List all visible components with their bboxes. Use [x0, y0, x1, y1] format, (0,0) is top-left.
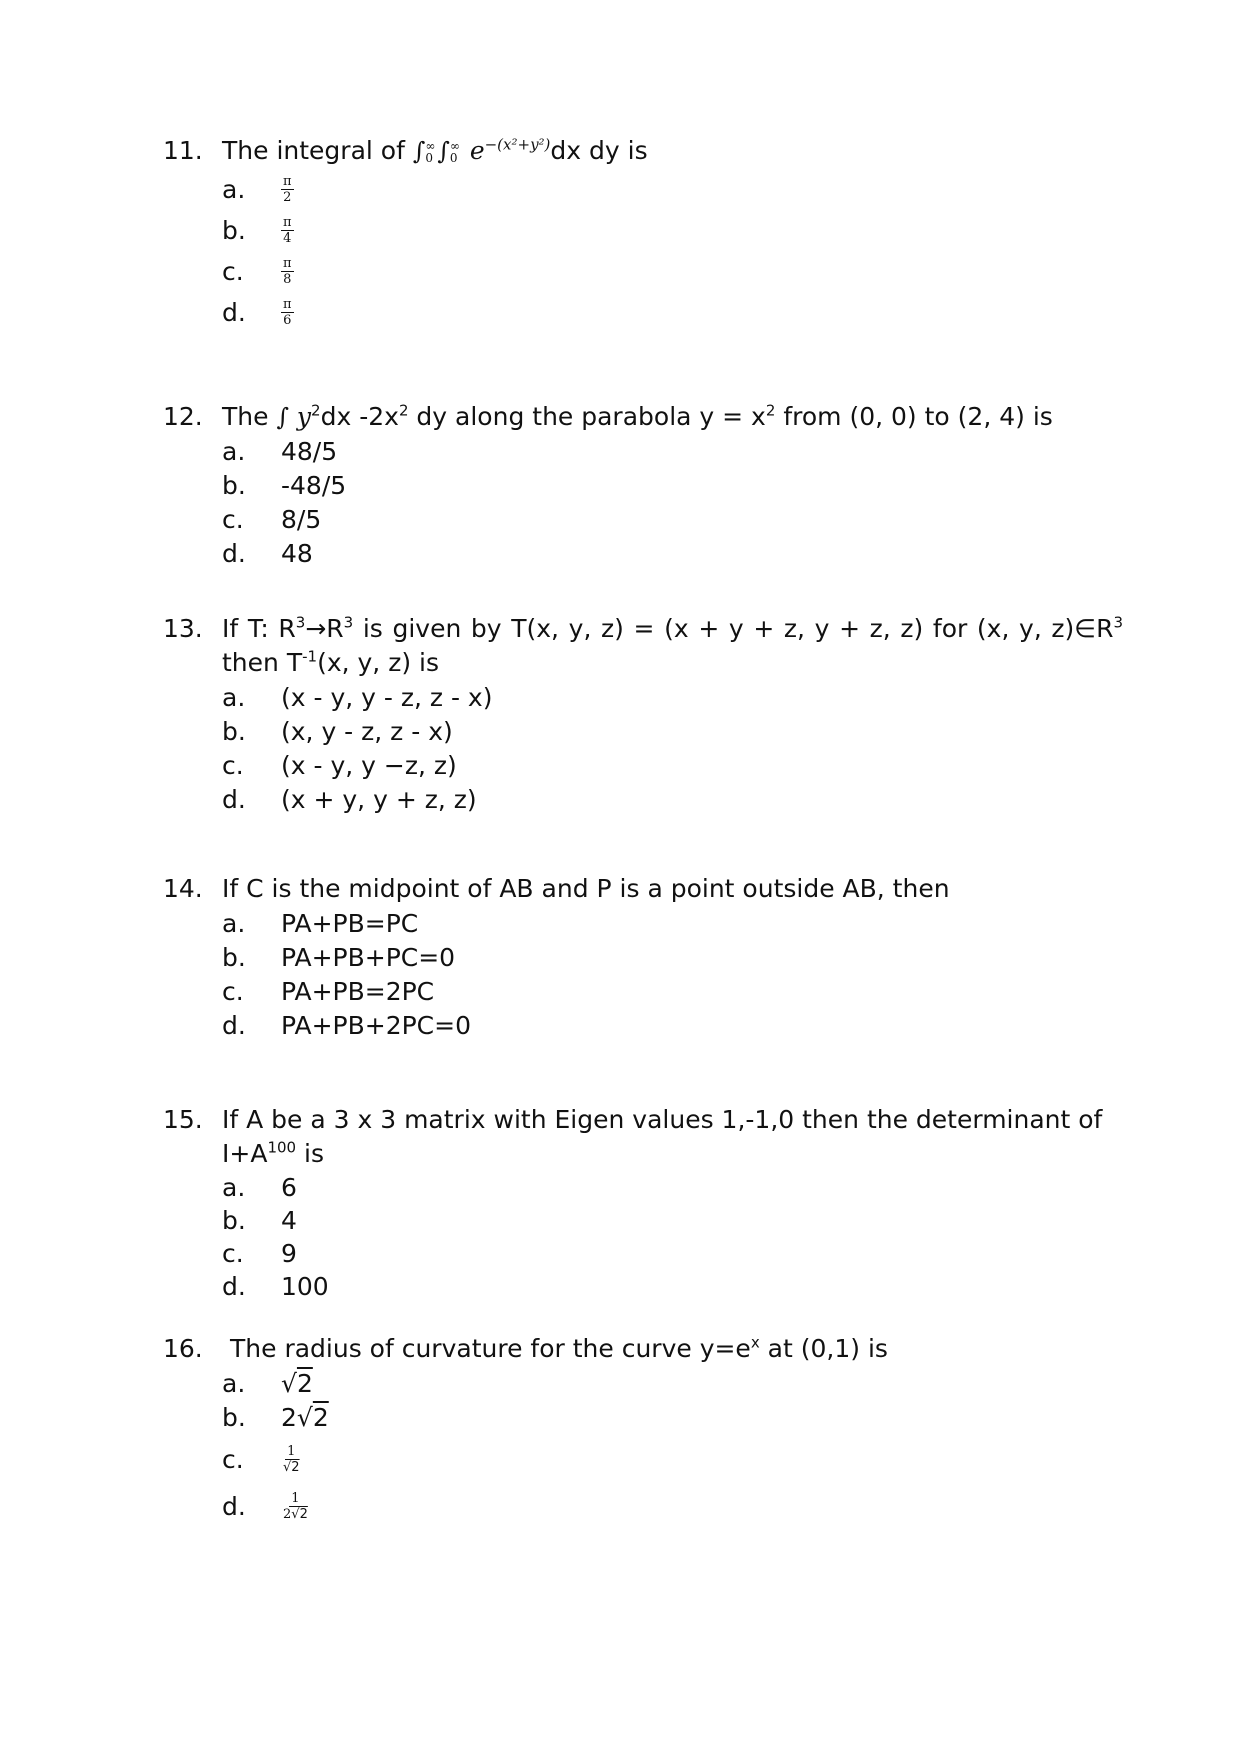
- fraction: $\frac{\pi}{6}$: [283, 296, 292, 328]
- option-d: d. PA+PB+2PC=0: [222, 1010, 471, 1040]
- option-d: d. 48: [222, 538, 313, 568]
- option-c: c. $\frac{\pi}{8}$: [222, 255, 292, 287]
- option-b: b. (x, y - z, z - x): [222, 716, 453, 746]
- question-number: 12.: [163, 402, 203, 431]
- question-12: [163, 400, 1123, 570]
- option-d: d. 100: [222, 1272, 329, 1301]
- question-stem: The ∫ $y^2dx$ $-2x^2$ dy along the parabola $y = x^2$ from (0, 0) to (2, 4) is: [222, 401, 1053, 431]
- option-c: c. 9: [222, 1239, 297, 1268]
- question-11: [163, 134, 1123, 329]
- fraction: $\frac{\pi}{4}$: [283, 214, 292, 246]
- option-b: b. 4: [222, 1206, 297, 1235]
- question-stem: The integral of ∫ ∞ 0 ∫ ∞ 0 $e^{-(x^2+y^2)}dx$ dy is: [222, 135, 648, 165]
- fraction: $\frac{1}{2√2}$: [283, 1490, 308, 1522]
- option-b: b. PA+PB+PC=0: [222, 942, 456, 972]
- question-13: [163, 612, 1123, 816]
- option-c: c. 8/5: [222, 504, 322, 534]
- question-stem: The radius of curvature for the curve $y=e^x$ at (0,1) is: [230, 1333, 888, 1363]
- question-number: 14.: [163, 874, 203, 903]
- option-a: a. (x - y, y - z, z - x): [222, 682, 493, 712]
- option-b: b. -48/5: [222, 470, 347, 500]
- option-a: a. PA+PB=PC: [222, 908, 419, 938]
- square-root: √2: [281, 1368, 313, 1398]
- question-16: [163, 1332, 1123, 1528]
- option-b: b. $\frac{\pi}{4}$: [222, 214, 292, 246]
- option-d: d. $\frac{1}{2√2}$: [222, 1490, 308, 1522]
- question-stem: If A be a 3 x 3 matrix with Eigen values 1,-1,0 then the determinant of $I+A^{100}$ is: [222, 1105, 1103, 1168]
- fraction: $\frac{\pi}{8}$: [283, 255, 292, 287]
- square-root: 2√2: [281, 1402, 329, 1432]
- question-14: [163, 872, 1123, 1042]
- question-15: [163, 1103, 1123, 1303]
- option-a: a. √2: [222, 1368, 313, 1398]
- question-number: 11.: [163, 136, 203, 165]
- question-stem: If T: $R^3\to R^3$ is given by T(x, y, z) = (x + y + z, y + z, z) for (x, y, $z)\in R^3$ then $T^{-1}(x$, y, z) is: [222, 613, 1123, 677]
- option-c: c. PA+PB=2PC: [222, 976, 435, 1006]
- question-stem: If C is the midpoint of AB and P is a point outside AB, then: [222, 874, 950, 903]
- option-c: c. $\frac{1}{√2}$: [222, 1443, 300, 1475]
- fraction: $\frac{1}{√2}$: [283, 1443, 300, 1475]
- option-a: a. $\frac{\pi}{2}$: [222, 173, 292, 205]
- option-d: d. $\frac{\pi}{6}$: [222, 296, 292, 328]
- question-number: 15.: [163, 1105, 203, 1134]
- option-d: d. (x + y, y + z, z): [222, 784, 477, 814]
- option-c: c. (x - y, y −z, z): [222, 750, 457, 780]
- question-number: 13.: [163, 614, 203, 643]
- option-b: b. 2√2: [222, 1402, 329, 1432]
- fraction: $\frac{\pi}{2}$: [283, 173, 292, 205]
- option-a: a. 48/5: [222, 436, 338, 466]
- question-number: 16.: [163, 1334, 203, 1363]
- option-a: a. 6: [222, 1173, 297, 1202]
